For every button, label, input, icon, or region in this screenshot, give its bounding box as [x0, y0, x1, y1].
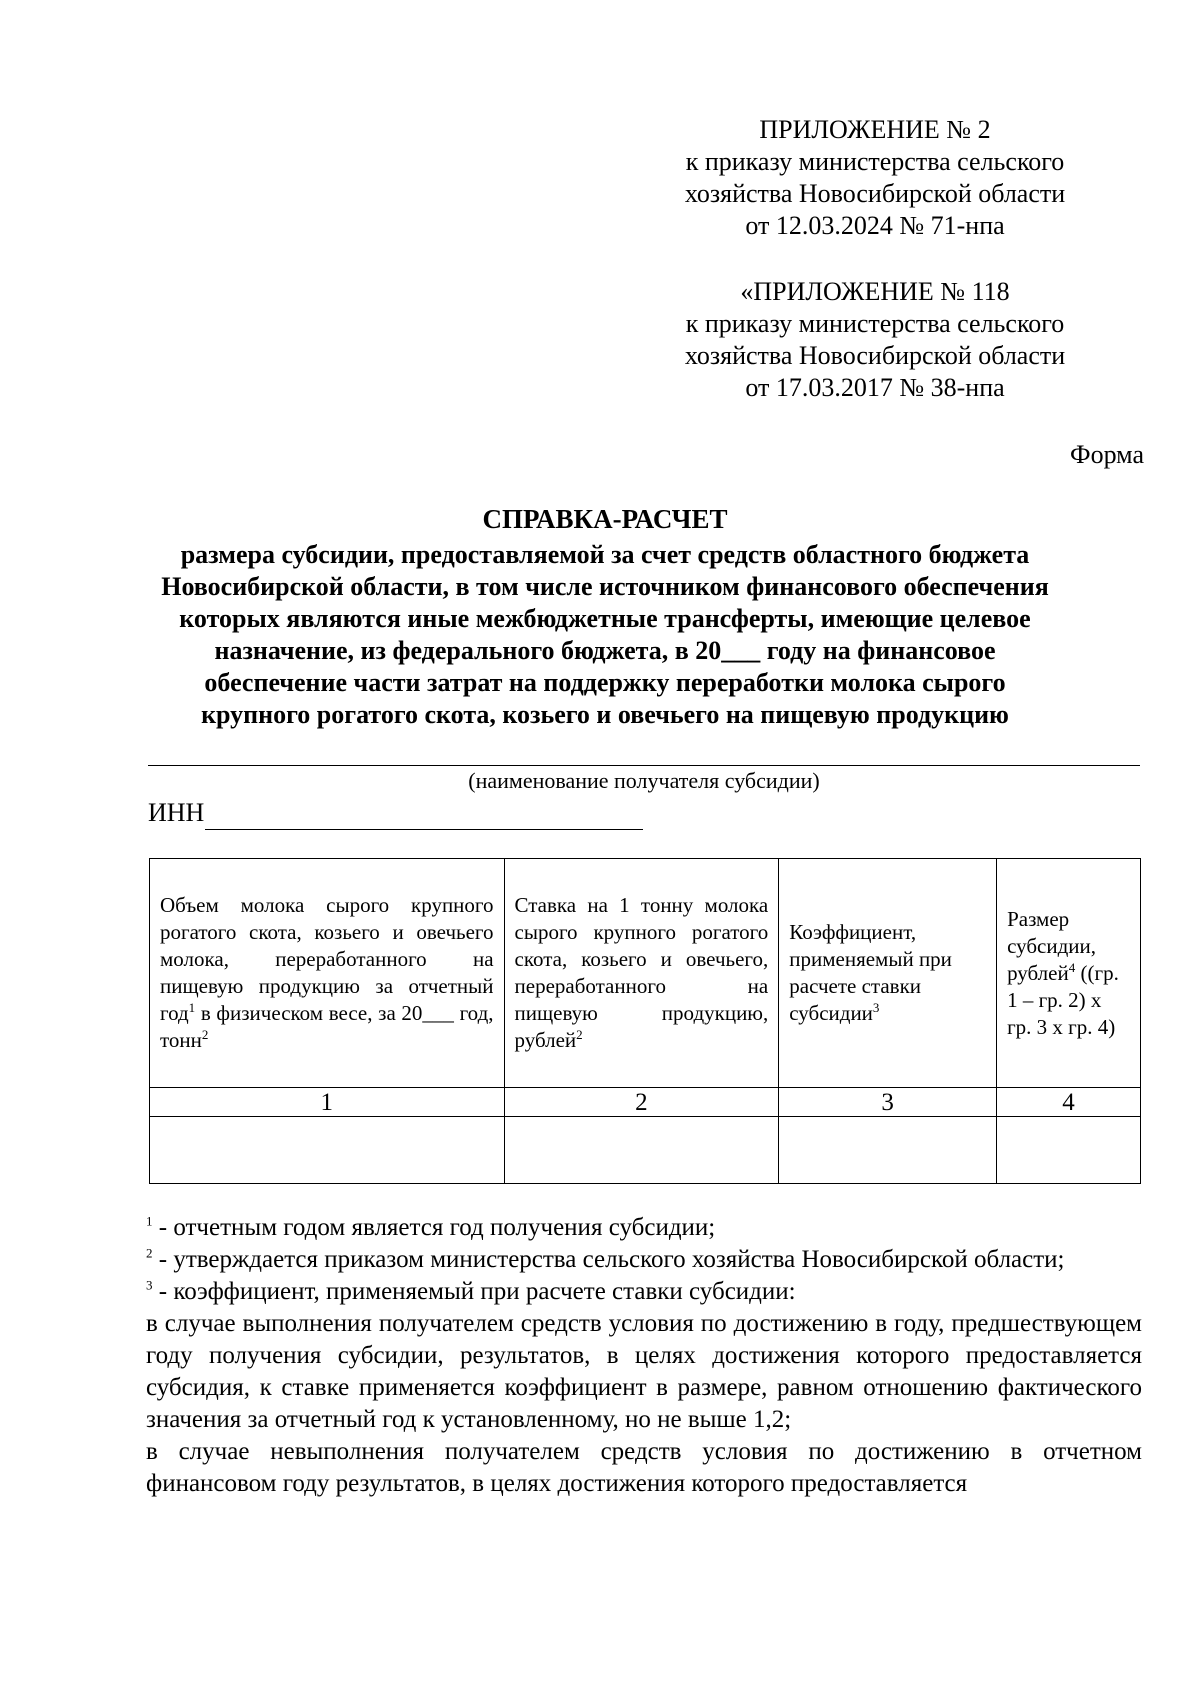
inn-field-line[interactable]	[205, 829, 643, 830]
appendix-current-line3: хозяйства Новосибирской области	[684, 179, 1066, 208]
table-cell-rate[interactable]	[504, 1117, 779, 1184]
appendix-current-header	[660, 114, 1090, 242]
recipient-caption: (наименование получателя субсидии)	[468, 768, 820, 793]
recipient-name-line[interactable]	[148, 765, 1140, 766]
footnote-1: $^1$ - отчетным годом является год получения субсидии;	[146, 1213, 716, 1241]
column-number: 3	[779, 1088, 997, 1117]
table-cell-subsidy[interactable]	[997, 1117, 1141, 1184]
column-number: 4	[997, 1088, 1141, 1117]
column-header-coefficient: Коэффициент, применяемый при расчете ставки субсидии$^3$	[779, 859, 997, 1088]
table-cell-coefficient[interactable]	[779, 1117, 997, 1184]
footnotes	[146, 1212, 1142, 1500]
title-line: Новосибирской области, в том числе источником финансового обеспечения	[161, 572, 1049, 601]
title-line: крупного рогатого скота, козьего и овечьего на пищевую продукцию	[201, 700, 1009, 729]
title-line: размера субсидии, предоставляемой за счет средств областного бюджета	[180, 540, 1030, 569]
footnote-paragraph: в случае невыполнения получателем средств условия по достижению в отчетном финансовом году результатов, в целях достижения которого предоставляется	[146, 1438, 1142, 1497]
column-number: 1	[150, 1088, 505, 1117]
table-header-row	[150, 859, 1141, 1088]
column-number: 2	[504, 1088, 779, 1117]
appendix-current-line2: к приказу министерства сельского	[685, 147, 1065, 176]
footnote-2: $^2$ - утверждается приказом министерства сельского хозяйства Новосибирской области;	[146, 1245, 1065, 1273]
column-header-volume: Объем молока сырого крупного рогатого скота, козьего и овечьего молока, переработанного на пищевую продукцию за отчетный год$^1$ в физическом весе, за 20___ год, тонн$^2$	[150, 859, 505, 1088]
table-cell-volume[interactable]	[150, 1117, 505, 1184]
column-header-subsidy: Размер субсидии, рублей$^4$ ((гр. 1 – гр. 2) х гр. 3 х гр. 4)	[997, 859, 1141, 1088]
title-main: СПРАВКА-РАСЧЕТ	[482, 504, 728, 534]
appendix-current-line4: от 12.03.2024 № 71-нпа	[745, 211, 1005, 240]
column-header-rate: Ставка на 1 тонну молока сырого крупного рогатого скота, козьего и овечьего, переработанного на пищевую продукцию, рублей$^2$	[504, 859, 779, 1088]
title-line: назначение, из федерального бюджета, в 20___ году на финансовое	[214, 636, 996, 665]
appendix-original-line3: хозяйства Новосибирской области	[684, 341, 1066, 370]
title-line: обеспечение части затрат на поддержку переработки молока сырого	[204, 668, 1006, 697]
appendix-original-line1: «ПРИЛОЖЕНИЕ № 118	[740, 277, 1010, 306]
footnote-3: $^3$ - коэффициент, применяемый при расчете ставки субсидии:	[146, 1277, 796, 1305]
appendix-original-header	[660, 276, 1090, 404]
appendix-current-line1: ПРИЛОЖЕНИЕ № 2	[759, 115, 991, 144]
calculation-table	[149, 858, 1141, 1184]
footnote-paragraph: в случае выполнения получателем средств условия по достижению в году, предшествующем году получения субсидии, результатов, в целях достижения которого предоставляется субсидия, к ставке применяется коэффициент в размере, равном отношению фактического значения за отчетный год к установленному, но не выше 1,2;	[146, 1310, 1142, 1433]
form-label: Форма	[1070, 440, 1144, 469]
appendix-original-line4: от 17.03.2017 № 38-нпа	[745, 373, 1005, 402]
table-column-numbers-row	[150, 1088, 1141, 1117]
document-title	[120, 503, 1090, 731]
title-line: которых являются иные межбюджетные трансферты, имеющие целевое	[179, 604, 1031, 633]
appendix-original-line2: к приказу министерства сельского	[685, 309, 1065, 338]
inn-label: ИНН	[148, 798, 205, 827]
table-data-row	[150, 1117, 1141, 1184]
